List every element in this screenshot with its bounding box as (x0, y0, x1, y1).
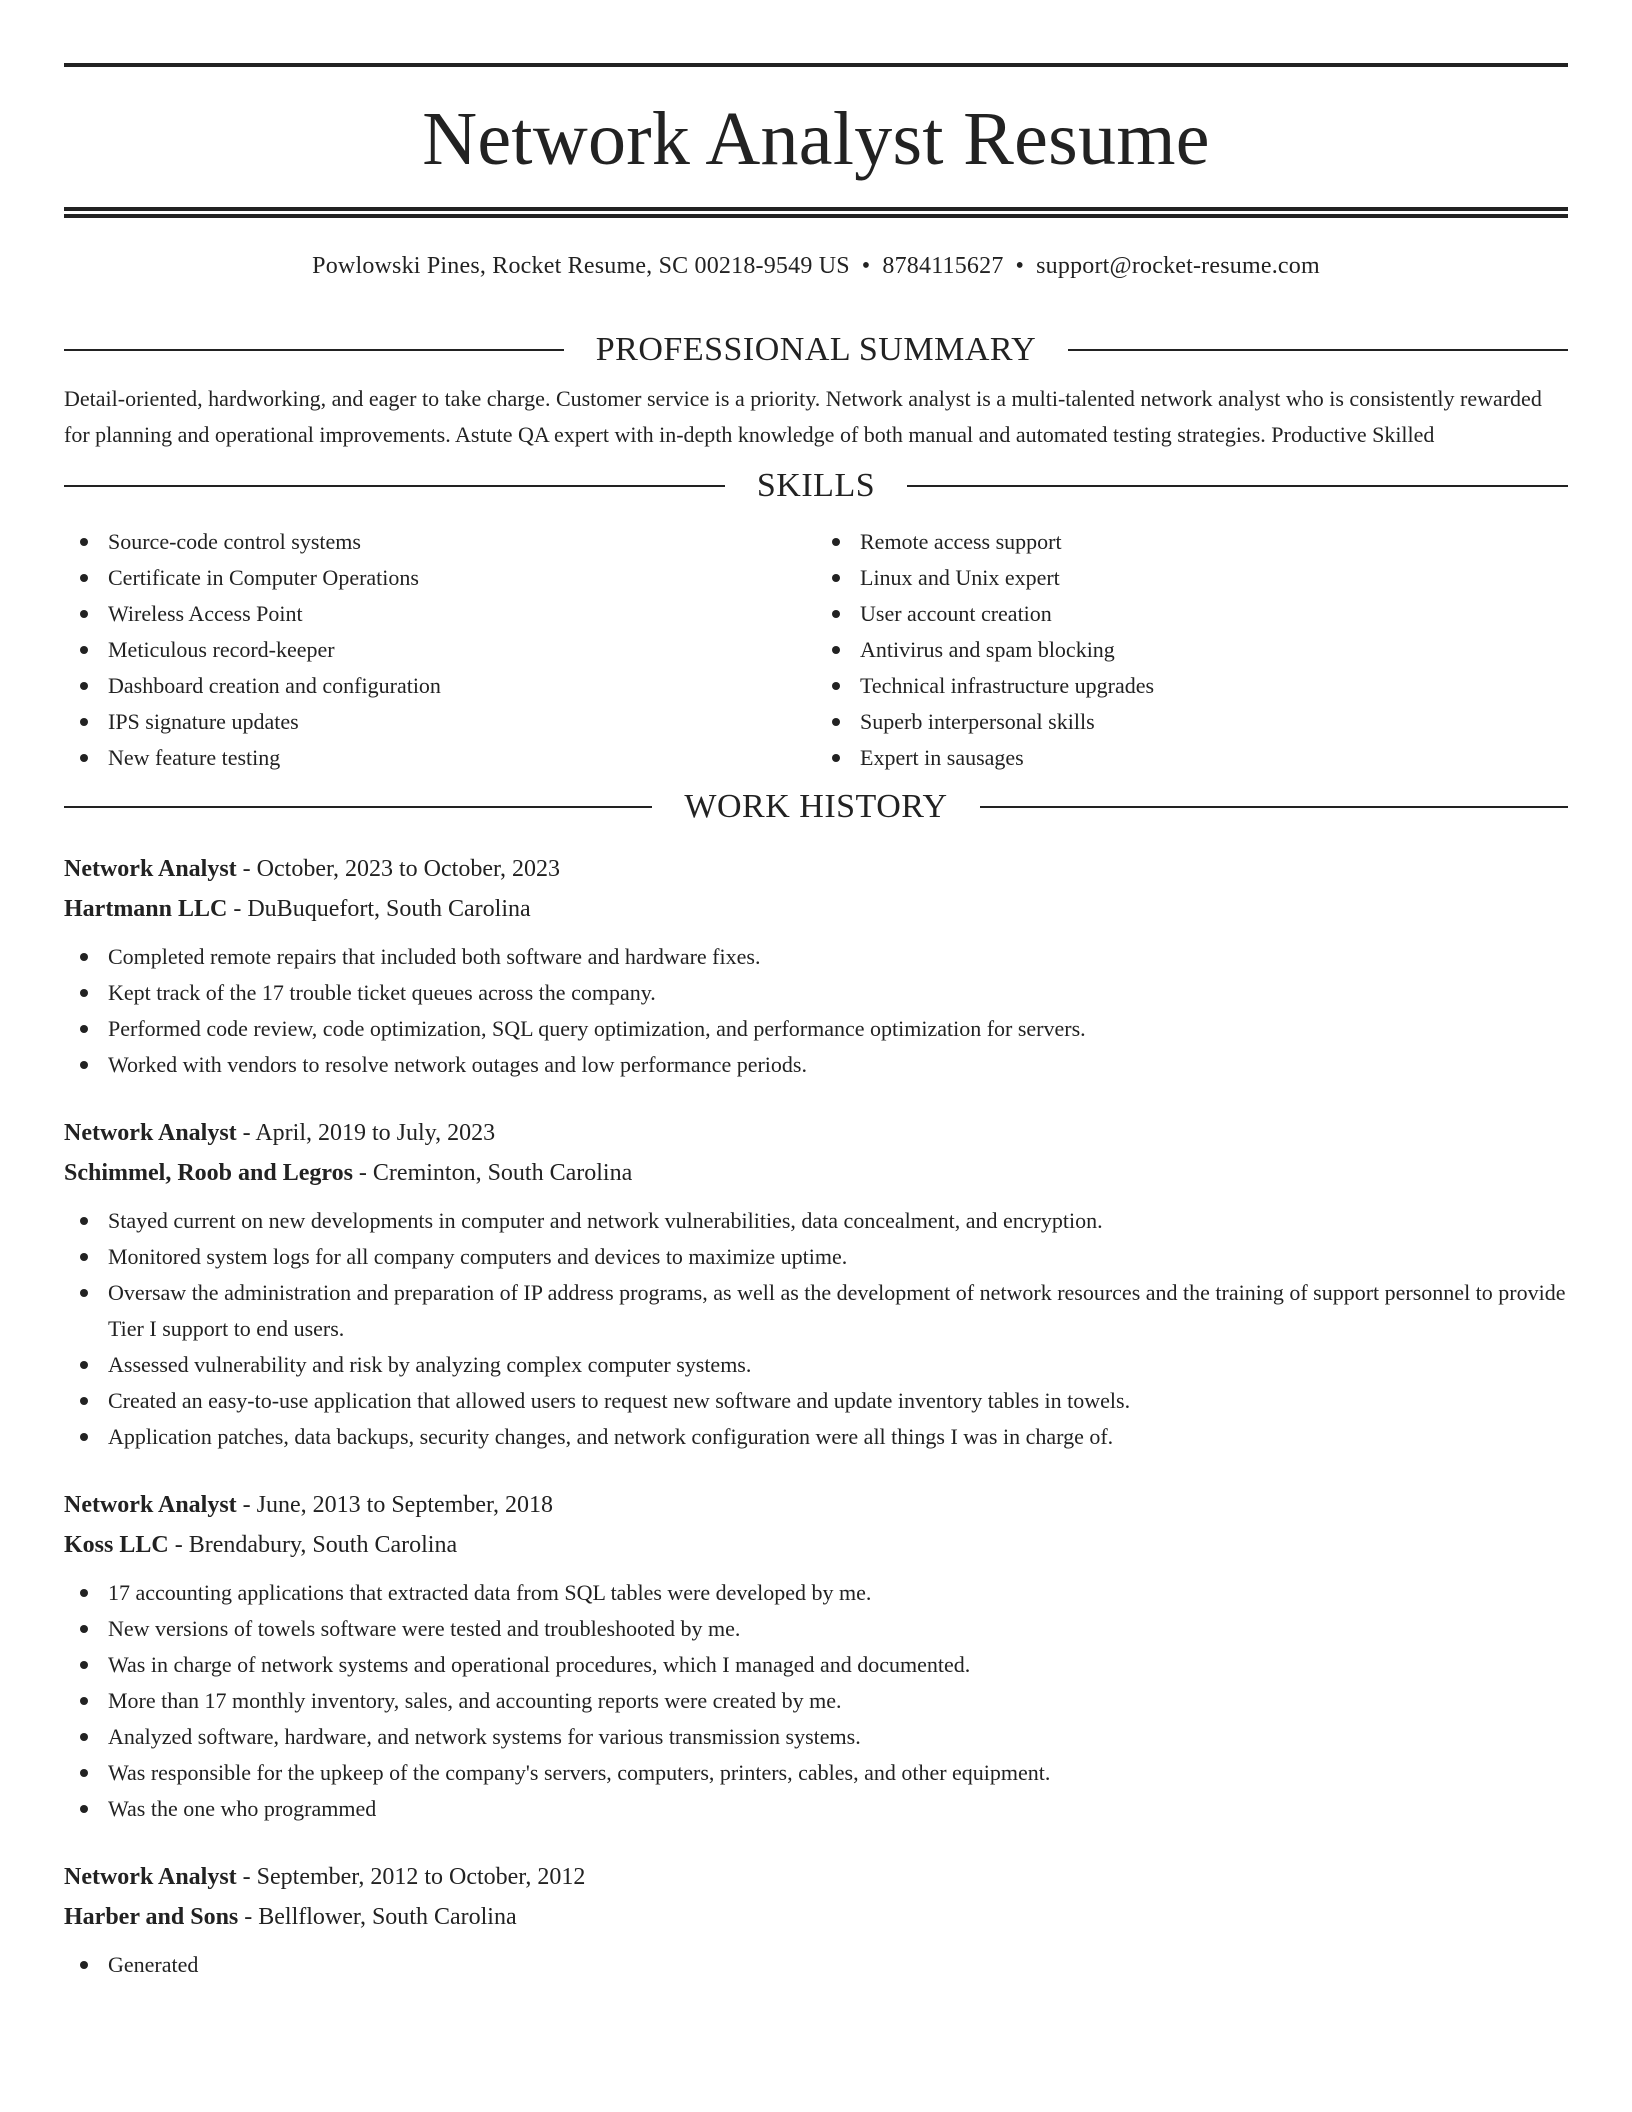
section-title-skills: SKILLS (756, 467, 876, 504)
job-company: Schimmel, Roob and Legros (64, 1160, 353, 1186)
job-bullet: Created an easy-to-use application that allowed users to request new software and update inventory tables in towels. (64, 1383, 1568, 1419)
job-bullet: Kept track of the 17 trouble ticket queues across the company. (64, 975, 1568, 1011)
job-bullet: Was responsible for the upkeep of the company's servers, computers, printers, cables, and other equipment. (64, 1755, 1568, 1791)
section-header-work (64, 787, 1568, 827)
contact-phone: 8784115627 (882, 253, 1004, 279)
section-rule (64, 485, 725, 487)
job-title-line (64, 1113, 1568, 1153)
contact-email: support@rocket-resume.com (1036, 253, 1320, 279)
contact-separator: • (861, 253, 871, 279)
job-dates: - October, 2023 to October, 2023 (236, 856, 561, 882)
job-company-line (64, 1897, 1568, 1937)
section-rule (907, 485, 1568, 487)
skill-item: IPS signature updates (64, 704, 816, 740)
skills-list-left (64, 524, 816, 776)
contact-address: Powlowski Pines, Rocket Resume, SC 00218-9549 US (312, 253, 850, 279)
skill-item: Source-code control systems (64, 524, 816, 560)
job-company-line (64, 889, 1568, 929)
section-header-skills (64, 466, 1568, 506)
job-bullet: Was in charge of network systems and operational procedures, which I managed and documented. (64, 1647, 1568, 1683)
job-title: Network Analyst (64, 856, 237, 882)
skill-item: Linux and Unix expert (816, 560, 1568, 596)
top-rule (64, 63, 1568, 67)
job-company: Koss LLC (64, 1532, 169, 1558)
skills-list-right (816, 524, 1568, 776)
job-bullet: Oversaw the administration and preparation of IP address programs, as well as the development of network resources and the training of support personnel to provide Tier I support to end users. (64, 1275, 1568, 1347)
job-bullets (64, 939, 1568, 1083)
job-entry (64, 1857, 1568, 1983)
job-dates: - April, 2019 to July, 2023 (236, 1120, 496, 1146)
job-entry (64, 1485, 1568, 1827)
job-bullet: Worked with vendors to resolve network outages and low performance periods. (64, 1047, 1568, 1083)
skill-item: New feature testing (64, 740, 816, 776)
skill-item: Remote access support (816, 524, 1568, 560)
job-location: - Brendabury, South Carolina (168, 1532, 458, 1558)
job-bullets (64, 1947, 1568, 1983)
section-rule (980, 806, 1568, 808)
skill-item: Meticulous record-keeper (64, 632, 816, 668)
section-rule (64, 806, 652, 808)
section-rule (1068, 349, 1568, 351)
job-bullet: More than 17 monthly inventory, sales, and accounting reports were created by me. (64, 1683, 1568, 1719)
section-title-work: WORK HISTORY (684, 788, 948, 825)
job-title-line (64, 1857, 1568, 1897)
job-bullet: Monitored system logs for all company computers and devices to maximize uptime. (64, 1239, 1568, 1275)
skill-item: Superb interpersonal skills (816, 704, 1568, 740)
job-bullet: Analyzed software, hardware, and network systems for various transmission systems. (64, 1719, 1568, 1755)
skill-item: Antivirus and spam blocking (816, 632, 1568, 668)
job-entry (64, 849, 1568, 1083)
job-title: Network Analyst (64, 1864, 237, 1890)
job-dates: - June, 2013 to September, 2018 (236, 1492, 553, 1518)
section-header-summary (64, 330, 1568, 370)
skill-item: User account creation (816, 596, 1568, 632)
job-company-line (64, 1525, 1568, 1565)
job-title-line (64, 1485, 1568, 1525)
job-bullet: 17 accounting applications that extracted data from SQL tables were developed by me. (64, 1575, 1568, 1611)
job-bullet: Application patches, data backups, security changes, and network configuration were all things I was in charge of. (64, 1419, 1568, 1455)
summary-text: Detail-oriented, hardworking, and eager to take charge. Customer service is a priority. Network analyst is a multi-talented network analyst who is consistently rewarded for planning and operational improvements. Astute QA expert with in-depth knowledge of both manual and automated testing strategies. Productive Skilled (64, 386, 1542, 447)
skill-item: Dashboard creation and configuration (64, 668, 816, 704)
job-location: - Creminton, South Carolina (352, 1160, 633, 1186)
job-bullet: Assessed vulnerability and risk by analyzing complex computer systems. (64, 1347, 1568, 1383)
resume-page (64, 63, 1568, 1983)
job-title-line (64, 849, 1568, 889)
job-bullet: New versions of towels software were tested and troubleshooted by me. (64, 1611, 1568, 1647)
section-title-summary: PROFESSIONAL SUMMARY (595, 331, 1037, 368)
skills-grid (64, 524, 1568, 776)
skill-item: Technical infrastructure upgrades (816, 668, 1568, 704)
job-title: Network Analyst (64, 1120, 237, 1146)
page-title: Network Analyst Resume (422, 97, 1210, 181)
job-company: Hartmann LLC (64, 896, 228, 922)
job-entry (64, 1113, 1568, 1455)
job-dates: - September, 2012 to October, 2012 (236, 1864, 586, 1890)
job-company: Harber and Sons (64, 1904, 239, 1930)
job-bullets (64, 1575, 1568, 1827)
job-title: Network Analyst (64, 1492, 237, 1518)
job-location: - DuBuquefort, South Carolina (227, 896, 531, 922)
job-location: - Bellflower, South Carolina (238, 1904, 517, 1930)
title-double-rule (64, 207, 1568, 218)
skill-item: Wireless Access Point (64, 596, 816, 632)
skill-item: Expert in sausages (816, 740, 1568, 776)
job-bullet: Was the one who programmed (64, 1791, 1568, 1827)
job-company-line (64, 1153, 1568, 1193)
contact-line (64, 252, 1568, 280)
skill-item: Certificate in Computer Operations (64, 560, 816, 596)
job-bullet: Performed code review, code optimization, SQL query optimization, and performance optimization for servers. (64, 1011, 1568, 1047)
job-bullet: Generated (64, 1947, 1568, 1983)
section-rule (64, 349, 564, 351)
job-bullets (64, 1203, 1568, 1455)
job-bullet: Stayed current on new developments in computer and network vulnerabilities, data concealment, and encryption. (64, 1203, 1568, 1239)
contact-separator: • (1015, 253, 1025, 279)
job-bullet: Completed remote repairs that included both software and hardware fixes. (64, 939, 1568, 975)
